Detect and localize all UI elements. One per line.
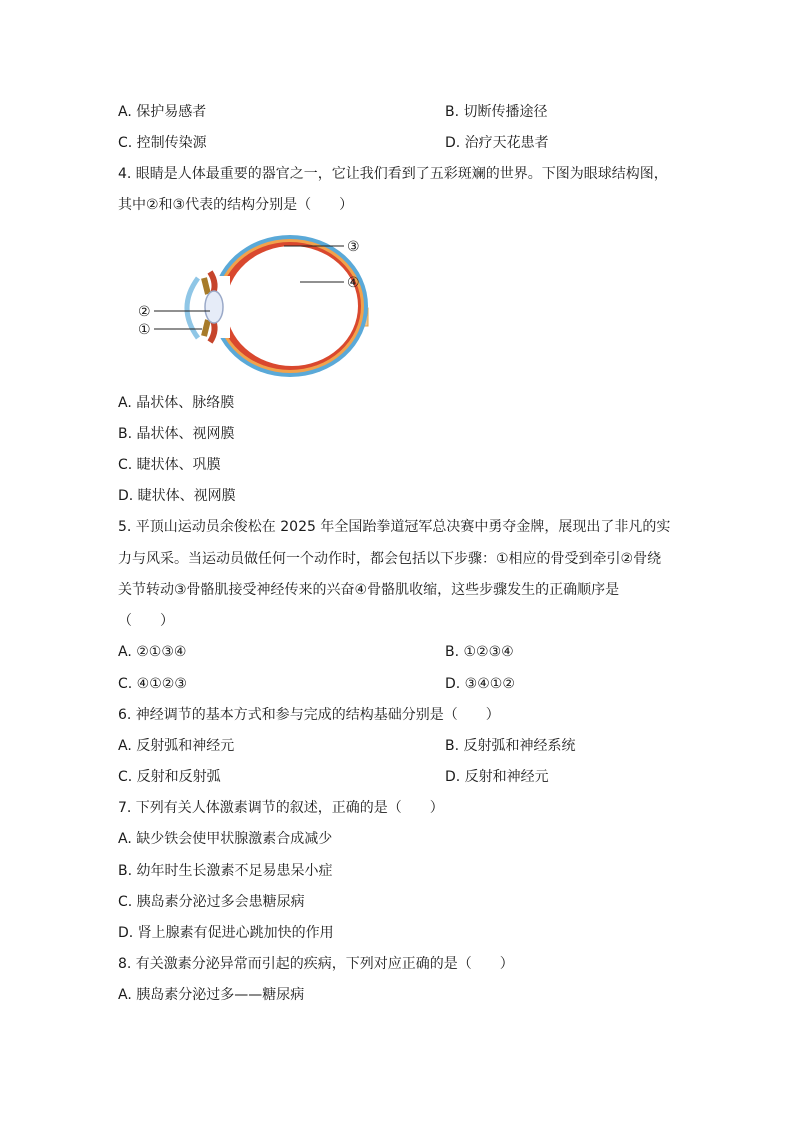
figure-label-4: ④ xyxy=(347,275,360,291)
q5-option-c: C. ④①②③ xyxy=(118,676,187,692)
q7-option-d: D. 肾上腺素有促进心跳加快的作用 xyxy=(118,925,334,941)
figure-label-2: ② xyxy=(138,304,151,320)
q5-stem-line-2: 力与风采。当运动员做任何一个动作时，都会包括以下步骤：①相应的骨受到牵引②骨绕 xyxy=(118,551,662,567)
figure-label-1: ① xyxy=(138,322,151,338)
q6-stem: 6. 神经调节的基本方式和参与完成的结构基础分别是（ ） xyxy=(118,707,500,723)
q7-option-b: B. 幼年时生长激素不足易患呆小症 xyxy=(118,863,333,879)
q4-option-d: D. 睫状体、视网膜 xyxy=(118,488,236,504)
q3-option-b: B. 切断传播途径 xyxy=(445,104,548,120)
q5-stem-line-4: （ ） xyxy=(118,613,174,629)
q4-stem-line-1: 4. 眼睛是人体最重要的器官之一，它让我们看到了五彩斑斓的世界。下图为眼球结构图， xyxy=(118,166,668,182)
eyeball-structure-figure xyxy=(118,226,380,384)
q3-option-c: C. 控制传染源 xyxy=(118,135,207,151)
q8-stem: 8. 有关激素分泌异常而引起的疾病，下列对应正确的是（ ） xyxy=(118,956,514,972)
q3-option-d: D. 治疗天花患者 xyxy=(445,135,549,151)
q6-option-a: A. 反射弧和神经元 xyxy=(118,738,235,754)
q4-option-b: B. 晶状体、视网膜 xyxy=(118,426,235,442)
q7-option-c: C. 胰岛素分泌过多会患糖尿病 xyxy=(118,894,305,910)
q5-option-b: B. ①②③④ xyxy=(445,644,514,660)
q6-option-c: C. 反射和反射弧 xyxy=(118,769,221,785)
q6-option-d: D. 反射和神经元 xyxy=(445,769,549,785)
figure-label-3: ③ xyxy=(347,239,360,255)
q4-option-c: C. 睫状体、巩膜 xyxy=(118,457,221,473)
q3-option-a: A. 保护易感者 xyxy=(118,104,207,120)
q5-stem-line-3: 关节转动③骨骼肌接受神经传来的兴奋④骨骼肌收缩，这些步骤发生的正确顺序是 xyxy=(118,582,620,598)
q4-option-a: A. 晶状体、脉络膜 xyxy=(118,395,235,411)
q4-stem-line-2: 其中②和③代表的结构分别是（ ） xyxy=(118,197,354,213)
q5-option-d: D. ③④①② xyxy=(445,676,515,692)
q6-option-b: B. 反射弧和神经系统 xyxy=(445,738,576,754)
q5-option-a: A. ②①③④ xyxy=(118,644,187,660)
q5-stem-line-1: 5. 平顶山运动员余俊松在 2025 年全国跆拳道冠军总决赛中勇夺金牌，展现出了非凡的实 xyxy=(118,519,671,535)
q7-stem: 7. 下列有关人体激素调节的叙述，正确的是（ ） xyxy=(118,800,444,816)
q8-option-a: A. 胰岛素分泌过多——糖尿病 xyxy=(118,987,305,1003)
q7-option-a: A. 缺少铁会使甲状腺激素合成减少 xyxy=(118,831,333,847)
